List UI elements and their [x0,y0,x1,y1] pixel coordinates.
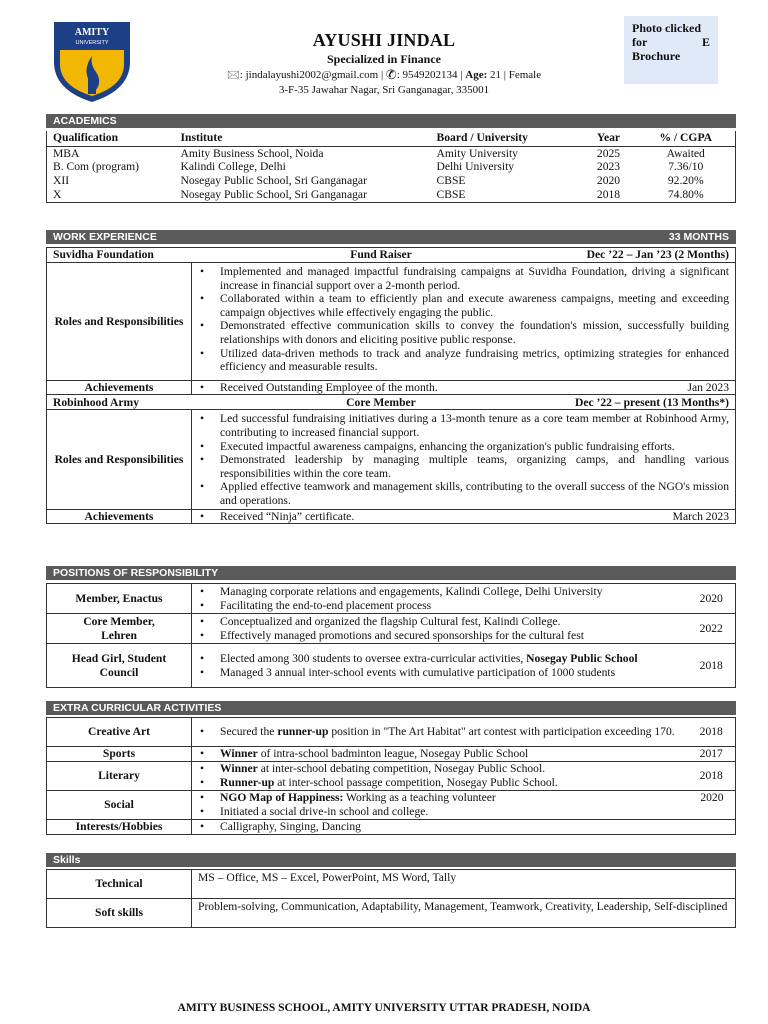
extra-title: EXTRA CURRICULAR ACTIVITIES [53,702,222,714]
cell: 92.20% [667,174,704,188]
cell: Amity Business School, Noida [180,146,324,160]
achievement-date: Jan 2023 [687,380,729,394]
activity-label: Sports [47,747,192,762]
table-row [47,614,736,644]
cell: B. Com (program) [53,160,139,174]
col-qualification: Qualification [47,131,175,146]
achievement-text: Received “Ninja” certificate. [220,509,355,523]
cell: 2025 [596,146,621,160]
list-item: • Managing corporate relations and engagements, Kalindi College, Delhi University [192,585,682,599]
extra-table [46,717,736,835]
position-org: Council [99,665,139,679]
photo-placeholder [624,16,718,84]
table-row [47,584,736,614]
bullet-bold: Winner [220,762,258,776]
cell: CBSE [436,188,466,202]
table-row [47,747,736,762]
extra-bar [46,701,736,715]
work-title: WORK EXPERIENCE [53,231,157,243]
activity-label: Creative Art [47,718,192,747]
bullet-text: Working as a teaching volunteer [343,791,496,805]
activity-year: 2018 [688,718,736,747]
activity-label: Literary [47,762,192,791]
activity-year-cell [688,820,736,835]
position-role: Core Member [83,614,152,628]
org-name: Robinhood Army [53,395,140,409]
list-item: • Initiated a social drive-in school and college. [192,805,682,819]
position-label [47,614,192,644]
cell: Nosegay Public School, Sri Ganganagar [180,174,367,188]
cell: Amity University [436,146,518,160]
bullet-bold: Runner-up [220,776,275,789]
logo-subtext: UNIVERSITY [75,40,109,46]
activity-label: Social [47,791,192,820]
col-year: Year [581,131,637,146]
cell: Awaited [666,146,705,160]
position-org: , Enactus [116,591,163,605]
cell: X [53,188,62,202]
cell: Delhi University [436,160,515,174]
work-total: 33 MONTHS [668,231,729,243]
cell: 7.36/10 [668,160,704,174]
role-name: Core Member [346,395,416,409]
achievement-text: Received Outstanding Employee of the month. [220,380,438,394]
photo-line-2: for [632,35,648,49]
bullet-text: position in "The Art Habitat" art contest with participation exceeding 170. [328,725,675,739]
table-row [47,160,736,174]
role-name: Fund Raiser [350,248,412,262]
table-row [47,820,736,835]
gender: Female [508,69,542,81]
cell: Nosegay Public School, Sri Ganganagar [180,188,367,202]
table-row [47,899,736,928]
bullet-bold: Winner [220,747,258,761]
cell: Kalindi College, Delhi [180,160,286,174]
achievements-label: Achievements [47,380,192,395]
work-bar [46,230,736,244]
list-item: • Collaborated within a team to efficiently plan and execute awareness campaigns, meeting and exceeding campaign objectives while effectively engaging the public. [192,292,729,319]
col-institute: Institute [175,131,431,146]
list-item [192,381,729,395]
address: 3-F-35 Jawahar Nagar, Sri Ganganagar, 335001 [278,84,490,96]
col-cgpa: % / CGPA [637,131,736,146]
table-row [47,644,736,688]
academics-table [46,131,736,203]
activity-year: 2020 [700,791,724,805]
position-org: , [151,614,155,628]
position-year: 2022 [688,614,736,644]
position-org: , Student [121,651,167,665]
cell: MBA [53,146,80,160]
age-label: Age: [465,69,488,81]
list-item: • Managed 3 annual inter-school events with cumulative participation of 1000 students [192,666,682,680]
positions-bar [46,566,736,580]
list-item: • Executed impactful awareness campaigns, enhancing the organization's public fundraising efforts. [192,440,729,454]
skills-title: Skills [53,854,81,866]
activity-label: Interests/Hobbies [47,820,192,835]
logo-text: AMITY [74,27,110,38]
contact-line: 🖂: jindalayushi2002@gmail.com | ✆: 9549202134 | Age: 21 | Female [226,69,542,81]
table-row [47,718,736,747]
list-item: • Utilized data-driven methods to track and analyze fundraising metrics, optimizing strategies for enhanced efficiency and measurable results. [192,347,729,374]
table-row [47,791,736,820]
amity-logo [52,20,132,104]
period: Dec ’22 – Jan ’23 (2 Months) [586,248,729,262]
table-row [47,762,736,791]
photo-line-3: E [701,35,710,49]
skills-bar [46,853,736,867]
email: jindalayushi2002@gmail.com [245,69,379,81]
bullet-text: Elected among 300 students to oversee extra-curricular activities, [220,651,527,665]
bullet-text: at inter-school debating competition, Nosegay Public School. [257,762,546,776]
position-org: Lehren [101,628,137,642]
list-item: • Conceptualized and organized the flagship Cultural fest, Kalindi College. [192,615,682,629]
bullet-bold: NGO Map of Happiness: [220,791,344,805]
activity-year: 2017 [688,747,736,762]
email-icon: 🖂 [226,69,240,81]
skills-table [46,869,736,928]
table-row [47,174,736,188]
bullet-text: Secured the [220,725,278,739]
cell: CBSE [436,174,466,188]
org-name: Suvidha Foundation [53,248,154,262]
col-board: Board / University [431,131,581,146]
bullet-bold: Nosegay Public School [526,651,638,665]
bullet-bold: runner-up [277,725,329,739]
work-entry-header [47,395,736,410]
positions-table [46,583,736,688]
positions-title: POSITIONS OF RESPONSIBILITY [53,567,219,579]
position-label [47,644,192,688]
position-label [47,584,192,614]
cell: 2018 [596,188,621,202]
work-achievement-row [47,380,736,395]
photo-line-1: Photo clicked [632,21,701,35]
specialization: Specialized in Finance [327,52,441,66]
position-year: 2020 [688,584,736,614]
position-role: Head Girl [71,651,122,665]
skill-label: Soft skills [47,899,192,928]
work-achievement-row [47,509,736,524]
position-year: 2018 [688,644,736,688]
table-row [47,188,736,202]
list-item: • Effectively managed promotions and secured sponsorships for the cultural fest [192,629,682,643]
work-roles-row [47,263,736,381]
academics-title: ACADEMICS [53,115,117,127]
list-item: • Applied effective teamwork and management skills, contributing to the overall success of the NGO's mission and operations. [192,480,729,507]
list-item: • Implemented and managed impactful fundraising campaigns at Suvidha Foundation, driving a significant increase in financial support over a 2-month period. [192,265,729,292]
cell: 2020 [596,174,621,188]
work-entry-header [47,248,736,263]
list-item: • Demonstrated leadership by managing multiple teams, organizing camps, and handling various responsibilities within the core team. [192,453,729,480]
cell: 2023 [596,160,621,174]
bullet-text: of intra-school badminton league, Nosegay Public School [257,747,529,761]
roles-label: Roles and Responsibilities [47,263,192,381]
table-row [47,870,736,899]
skill-label: Technical [47,870,192,899]
list-item: • Demonstrated effective communication skills to convey the foundation's mission, successfully building relationships with donors and eliciting positive public response. [192,319,729,346]
cell: XII [53,174,70,188]
list-item [192,725,682,739]
list-item: • Facilitating the end-to-end placement process [192,599,682,613]
work-roles-row [47,410,736,509]
activity-year: 2018 [688,762,736,791]
period: Dec ’22 – present (13 Months*) [574,395,729,409]
list-item [192,776,682,790]
achievements-label: Achievements [47,509,192,524]
list-item: • Calligraphy, Singing, Dancing [192,820,682,834]
academics-header-row [47,131,736,146]
list-item [192,747,682,761]
skill-value: MS – Office, MS – Excel, PowerPoint, MS Word, Tally [192,870,736,899]
work-table [46,247,736,524]
achievement-date: March 2023 [672,509,729,523]
cell: 74.80% [667,188,704,202]
position-role: Member [75,591,117,605]
list-item [192,762,682,776]
footer: AMITY BUSINESS SCHOOL, AMITY UNIVERSITY UTTAR PRADESH, NOIDA [177,1002,591,1014]
photo-line-4: Brochure [632,49,681,63]
roles-label: Roles and Responsibilities [47,410,192,509]
list-item [192,652,682,666]
list-item [192,791,724,805]
list-item [192,510,729,524]
phone: 9549202134 [402,69,458,81]
age: 21 [490,69,501,81]
table-row [47,146,736,160]
bullet-text: at inter-school passage competition, Nosegay Public School. [274,776,558,789]
phone-icon: ✆ [385,69,397,81]
academics-bar [46,114,736,128]
candidate-name: AYUSHI JINDAL [312,30,456,50]
skill-value: Problem-solving, Communication, Adaptability, Management, Teamwork, Creativity, Leadership, Self-disciplined [192,899,736,928]
list-item: • Led successful fundraising initiatives during a 13-month tenure as a core team member at Robinhood Army, contributing to increased financial support. [192,412,729,439]
